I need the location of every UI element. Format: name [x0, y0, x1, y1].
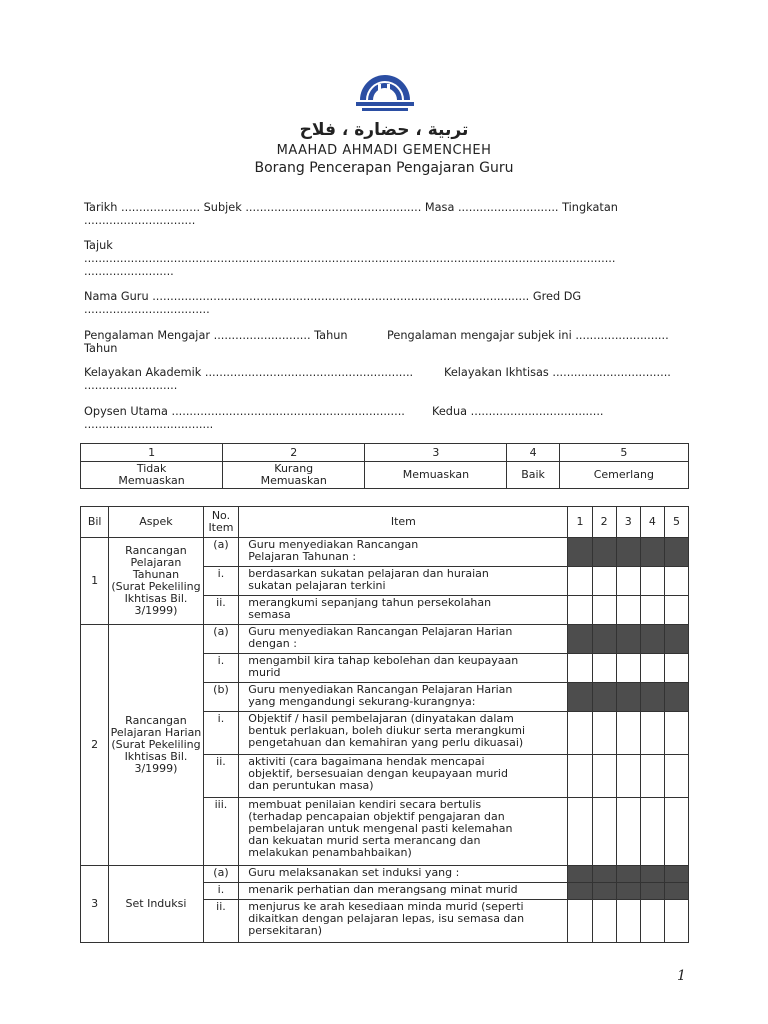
item-text-line: pengetahuan dan kemahiran yang perlu dikuasai) [248, 736, 524, 749]
rating-label [223, 462, 365, 489]
score-cell [616, 798, 640, 866]
item-number: (a) [203, 625, 239, 654]
rating-label-text: Baik [521, 468, 545, 481]
section-bil: 3 [81, 866, 109, 943]
section-bil: 2 [81, 625, 109, 866]
score-cell [592, 596, 616, 625]
item-text-line: melakukan penambahbaikan) [248, 846, 412, 859]
item-number: i. [203, 883, 239, 900]
score-cell [616, 567, 640, 596]
score-cell [568, 712, 592, 755]
score-cell [592, 900, 616, 943]
item-number: i. [203, 712, 239, 755]
section-aspek-text: Ikhtisas Bil. [124, 750, 188, 763]
section-aspek-text: 3/1999) [134, 604, 178, 617]
section-aspek-text: Pelajaran Tahunan [130, 556, 182, 581]
score-cell [664, 900, 688, 943]
score-cell [568, 567, 592, 596]
score-cell [640, 900, 664, 943]
section-aspek-text: (Surat Pekeliling [111, 580, 201, 593]
rating-number: 4 [507, 444, 559, 462]
score-cell [640, 755, 664, 798]
score-cell [592, 755, 616, 798]
rating-label-text: Memuaskan [402, 468, 470, 481]
item-text [239, 567, 568, 596]
score-cell [640, 654, 664, 683]
section-aspek [109, 625, 203, 866]
score-cell-shaded [640, 866, 664, 883]
rating-label-text: Tidak [136, 462, 167, 475]
item-number: ii. [203, 755, 239, 798]
score-cell [664, 712, 688, 755]
score-cell [664, 567, 688, 596]
header-no-item [203, 507, 239, 538]
field-tarikh-subjek: Tarikh ...................... Subjek ................................................. Masa ............................ Tingkatan ............................... [84, 201, 618, 227]
header-aspek: Aspek [109, 507, 203, 538]
item-text [239, 538, 568, 567]
score-cell-shaded [664, 683, 688, 712]
rating-number-row [81, 444, 689, 462]
score-cell [616, 755, 640, 798]
rating-label [507, 462, 559, 489]
observation-table [80, 506, 689, 943]
section-aspek [109, 538, 203, 625]
score-cell-shaded [616, 538, 640, 567]
item-text [239, 900, 568, 943]
item-text-line: berdasarkan sukatan pelajaran dan huraian [248, 567, 489, 580]
score-cell [616, 900, 640, 943]
header-item: Item [239, 507, 568, 538]
item-text-line: Objektif / hasil pembelajaran (dinyatakan dalam [248, 712, 514, 725]
item-text-line: persekitaran) [248, 924, 323, 937]
score-cell-shaded [592, 883, 616, 900]
score-cell-shaded [568, 883, 592, 900]
item-text [239, 755, 568, 798]
score-cell-shaded [616, 683, 640, 712]
rating-label-row [81, 462, 689, 489]
section-aspek-text: Set Induksi [125, 897, 187, 910]
score-cell-shaded [640, 683, 664, 712]
score-cell [616, 712, 640, 755]
header-no-item-text: Item [208, 521, 234, 534]
rating-number: 1 [81, 444, 223, 462]
item-text [239, 596, 568, 625]
item-text [239, 798, 568, 866]
item-number: (b) [203, 683, 239, 712]
score-cell [616, 596, 640, 625]
school-logo [350, 70, 420, 118]
score-cell-shaded [640, 538, 664, 567]
header-score: 5 [664, 507, 688, 538]
score-cell-shaded [616, 883, 640, 900]
item-text [239, 625, 568, 654]
header-score: 4 [640, 507, 664, 538]
score-cell-shaded [592, 683, 616, 712]
field-pengalaman: Pengalaman Mengajar ........................... Tahun Pengalaman mengajar subjek ini .......................... Tahun [84, 329, 669, 355]
header-no-item-text: No. [211, 509, 231, 522]
score-cell [592, 654, 616, 683]
item-text-line: dan kekuatan murid serta merancang dan [248, 834, 481, 847]
item-number: i. [203, 567, 239, 596]
field-opsyen: Opysen Utama ................................................................. Kedua ..................................... .................................... [84, 405, 604, 431]
rating-label-text: Kurang [274, 462, 314, 475]
item-text-line: menjurus ke arah kesediaan minda murid (seperti [248, 900, 524, 913]
rating-label [81, 462, 223, 489]
item-text [239, 654, 568, 683]
section-aspek-text: (Surat Pekeliling [111, 738, 201, 751]
score-cell-shaded [592, 538, 616, 567]
header-score: 1 [568, 507, 592, 538]
item-text [239, 683, 568, 712]
score-cell [640, 798, 664, 866]
table-row [81, 538, 689, 567]
section-bil: 1 [81, 538, 109, 625]
score-cell [664, 654, 688, 683]
score-cell-shaded [568, 538, 592, 567]
table-row [81, 625, 689, 654]
item-text-line: merangkumi sepanjang tahun persekolahan [248, 596, 492, 609]
score-cell [640, 596, 664, 625]
header-score: 3 [616, 507, 640, 538]
item-number: ii. [203, 900, 239, 943]
score-cell [568, 798, 592, 866]
school-name: MAAHAD AHMADI GEMENCHEH [276, 143, 492, 158]
score-cell-shaded [568, 683, 592, 712]
score-cell-shaded [664, 866, 688, 883]
rating-label [559, 462, 688, 489]
section-aspek [109, 866, 203, 943]
header-bil: Bil [81, 507, 109, 538]
item-text-line: Guru menyediakan Rancangan [248, 538, 419, 551]
score-cell-shaded [592, 625, 616, 654]
score-cell [640, 712, 664, 755]
item-text [239, 883, 568, 900]
item-text-line: sukatan pelajaran terkini [248, 579, 386, 592]
rating-number: 3 [365, 444, 507, 462]
field-kelayakan: Kelayakan Akademik .......................................................... Kelayakan Ikhtisas ................................. .......................... [84, 366, 671, 392]
score-cell [592, 712, 616, 755]
item-text-line: Guru melaksanakan set induksi yang : [248, 866, 460, 879]
rating-label-text: Memuaskan [260, 474, 327, 487]
section-aspek-text: Rancangan [125, 544, 187, 557]
table-header-row [81, 507, 689, 538]
rating-label-text: Memuaskan [118, 474, 185, 487]
item-text [239, 712, 568, 755]
item-text-line: dengan : [248, 637, 297, 650]
page-number: 1 [677, 968, 686, 984]
score-cell [616, 654, 640, 683]
score-cell [568, 654, 592, 683]
score-cell-shaded [592, 866, 616, 883]
rating-label [365, 462, 507, 489]
score-cell [664, 798, 688, 866]
item-number: (a) [203, 538, 239, 567]
score-cell [664, 596, 688, 625]
score-cell [592, 567, 616, 596]
header-score: 2 [592, 507, 616, 538]
rating-label-text: Cemerlang [593, 468, 654, 481]
item-number: ii. [203, 596, 239, 625]
item-number: i. [203, 654, 239, 683]
field-tajuk: Tajuk .................................................................................................................................................... ......................... [84, 239, 616, 278]
score-cell [592, 798, 616, 866]
item-text [239, 866, 568, 883]
score-cell-shaded [640, 625, 664, 654]
item-text-line: aktiviti (cara bagaimana hendak mencapai [248, 755, 485, 768]
item-number: iii. [203, 798, 239, 866]
score-cell-shaded [568, 866, 592, 883]
section-aspek-text: 3/1999) [134, 762, 178, 775]
item-text-line: Pelajaran Tahunan : [248, 550, 357, 563]
item-text-line: dan peruntukan masa) [248, 779, 374, 792]
score-cell-shaded [664, 883, 688, 900]
item-text-line: pembelajaran untuk mengenal pasti kelemahan [248, 822, 513, 835]
score-cell-shaded [616, 866, 640, 883]
item-text-line: (terhadap pencapaian objektif pengajaran dan [248, 810, 505, 823]
item-text-line: Guru menyediakan Rancangan Pelajaran Harian [248, 625, 513, 638]
rating-number: 2 [223, 444, 365, 462]
section-aspek-text: Pelajaran Harian [110, 726, 202, 739]
score-cell [568, 900, 592, 943]
score-cell-shaded [664, 538, 688, 567]
item-text-line: bentuk perlakuan, boleh diukur serta merangkumi [248, 724, 526, 737]
item-text-line: membuat penilaian kendiri secara bertulis [248, 798, 482, 811]
item-text-line: objektif, bersesuaian dengan keupayaan murid [248, 767, 508, 780]
score-cell [640, 567, 664, 596]
score-cell [568, 755, 592, 798]
table-row [81, 866, 689, 883]
item-text-line: dikaitkan dengan pelajaran lepas, isu semasa dan [248, 912, 525, 925]
field-nama-guru: Nama Guru ......................................................................................................... Gred DG ................................... [84, 290, 582, 316]
score-cell [664, 755, 688, 798]
section-aspek-text: Rancangan [125, 714, 187, 727]
item-text-line: Guru menyediakan Rancangan Pelajaran Harian [248, 683, 513, 696]
item-text-line: menarik perhatian dan merangsang minat murid [248, 883, 518, 896]
rating-scale-table [80, 443, 689, 489]
score-cell-shaded [640, 883, 664, 900]
score-cell [568, 596, 592, 625]
item-text-line: yang mengandungi sekurang-kurangnya: [248, 695, 476, 708]
item-text-line: semasa [248, 608, 291, 621]
form-title: Borang Pencerapan Pengajaran Guru [254, 160, 514, 176]
score-cell-shaded [616, 625, 640, 654]
score-cell-shaded [568, 625, 592, 654]
arabic-motto: تربية ، حضارة ، فلاح [299, 120, 469, 140]
item-text-line: murid [248, 666, 281, 679]
section-aspek-text: Ikhtisas Bil. [124, 592, 188, 605]
item-text-line: mengambil kira tahap kebolehan dan keupayaan [248, 654, 519, 667]
score-cell-shaded [664, 625, 688, 654]
item-number: (a) [203, 866, 239, 883]
rating-number: 5 [559, 444, 688, 462]
